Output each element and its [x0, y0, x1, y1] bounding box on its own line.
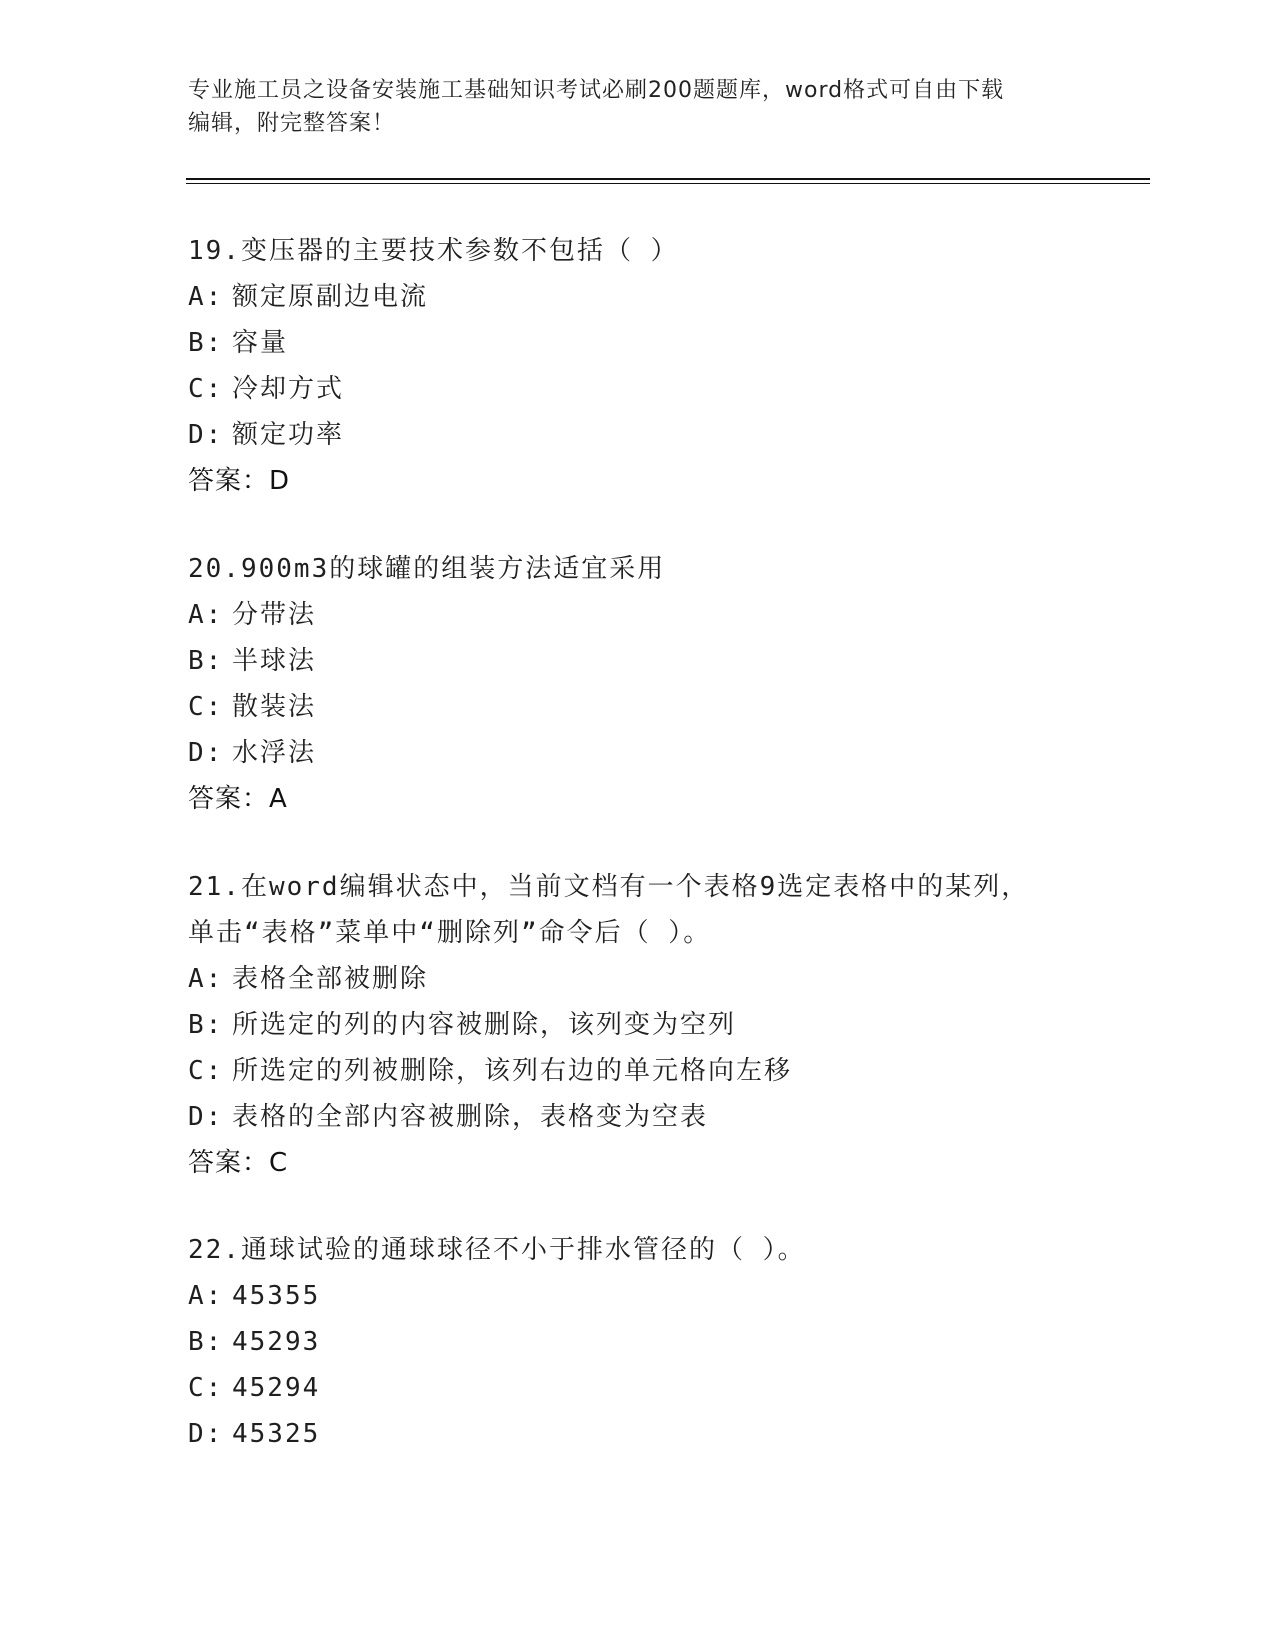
option-text: 45325 [232, 1419, 321, 1449]
option-b [188, 1002, 1148, 1048]
option-text: 45355 [232, 1281, 321, 1311]
option-key: C: [188, 692, 224, 722]
option-key: C: [188, 374, 224, 404]
header-line-2: 编辑，附完整答案！ [188, 111, 396, 136]
option-b [188, 1319, 1148, 1365]
option-b [188, 638, 1148, 684]
option-text: 分带法 [232, 600, 317, 630]
question-22 [188, 1227, 1148, 1457]
option-text: 所选定的列的内容被删除，该列变为空列 [232, 1010, 737, 1040]
option-text: 所选定的列被删除，该列右边的单元格向左移 [232, 1056, 793, 1086]
question-stem-line-1: 21.在word编辑状态中，当前文档有一个表格9选定表格中的某列， [188, 872, 1030, 902]
header-divider-thin [186, 183, 1150, 184]
answer-line: 答案：D [188, 466, 291, 496]
question-20 [188, 546, 1148, 822]
option-text: 水浮法 [232, 738, 317, 768]
option-text: 散装法 [232, 692, 317, 722]
option-d [188, 730, 1148, 776]
option-d [188, 412, 1148, 458]
option-text: 45293 [232, 1327, 321, 1357]
option-text: 表格的全部内容被删除，表格变为空表 [232, 1102, 709, 1132]
option-a [188, 592, 1148, 638]
header-divider-thick [186, 178, 1150, 180]
option-key: D: [188, 738, 224, 768]
option-d [188, 1094, 1148, 1140]
option-key: C: [188, 1056, 224, 1086]
option-key: A: [188, 1281, 224, 1311]
option-c [188, 1048, 1148, 1094]
option-d [188, 1411, 1148, 1457]
option-a [188, 1273, 1148, 1319]
option-text: 额定功率 [232, 420, 345, 450]
option-a [188, 956, 1148, 1002]
header-line-1: 专业施工员之设备安装施工基础知识考试必刷200题题库，word格式可自由下载 [188, 78, 1005, 103]
question-stem: 19.变压器的主要技术参数不包括（ ） [188, 236, 679, 266]
question-stem-line-2: 单击“表格”菜单中“删除列”命令后（ ）。 [188, 918, 712, 948]
option-a [188, 274, 1148, 320]
answer-line: 答案：C [188, 1148, 289, 1178]
option-text: 半球法 [232, 646, 317, 676]
option-key: A: [188, 964, 224, 994]
option-c [188, 1365, 1148, 1411]
option-key: D: [188, 420, 224, 450]
question-21 [188, 864, 1148, 1186]
option-c [188, 684, 1148, 730]
option-key: A: [188, 600, 224, 630]
option-key: D: [188, 1102, 224, 1132]
question-19 [188, 228, 1148, 504]
option-text: 表格全部被删除 [232, 964, 429, 994]
option-text: 冷却方式 [232, 374, 345, 404]
option-key: C: [188, 1373, 224, 1403]
option-text: 额定原副边电流 [232, 282, 429, 312]
option-key: D: [188, 1419, 224, 1449]
option-key: A: [188, 282, 224, 312]
option-key: B: [188, 328, 224, 358]
answer-line: 答案：A [188, 784, 288, 814]
question-stem: 22.通球试验的通球球径不小于排水管径的（ ）。 [188, 1235, 806, 1265]
option-b [188, 320, 1148, 366]
question-stem: 20.900m3的球罐的组装方法适宜采用 [188, 554, 666, 584]
option-c [188, 366, 1148, 412]
option-text: 45294 [232, 1373, 321, 1403]
option-text: 容量 [232, 328, 289, 358]
option-key: B: [188, 1327, 224, 1357]
document-header [188, 74, 1088, 140]
option-key: B: [188, 646, 224, 676]
option-key: B: [188, 1010, 224, 1040]
